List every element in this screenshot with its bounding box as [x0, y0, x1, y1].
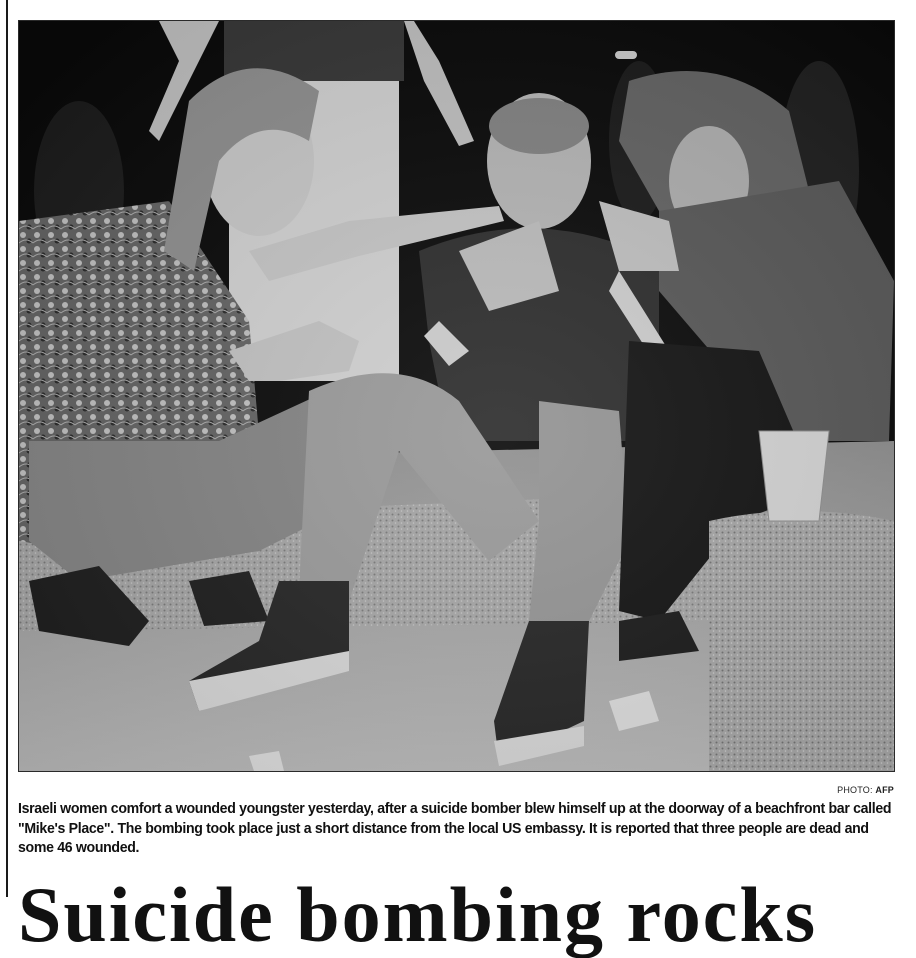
photo-credit-prefix: PHOTO: — [837, 785, 876, 795]
headline-container — [18, 871, 898, 958]
photo-credit — [837, 785, 894, 795]
photo-caption: Israeli women comfort a wounded youngster yesterday, after a suicide bomber blew himself up at the doorway of a beachfront bar called "Mike's Place". The bombing took place just a short distance from the local US embassy. It is reported that three people are dead and some 46 wounded. — [18, 800, 892, 856]
column-rule — [6, 0, 8, 897]
photograph-icon — [19, 21, 894, 771]
news-photo — [18, 20, 895, 772]
headline: Suicide bombing rocks — [18, 871, 818, 958]
photo-credit-source: AFP — [875, 785, 894, 795]
